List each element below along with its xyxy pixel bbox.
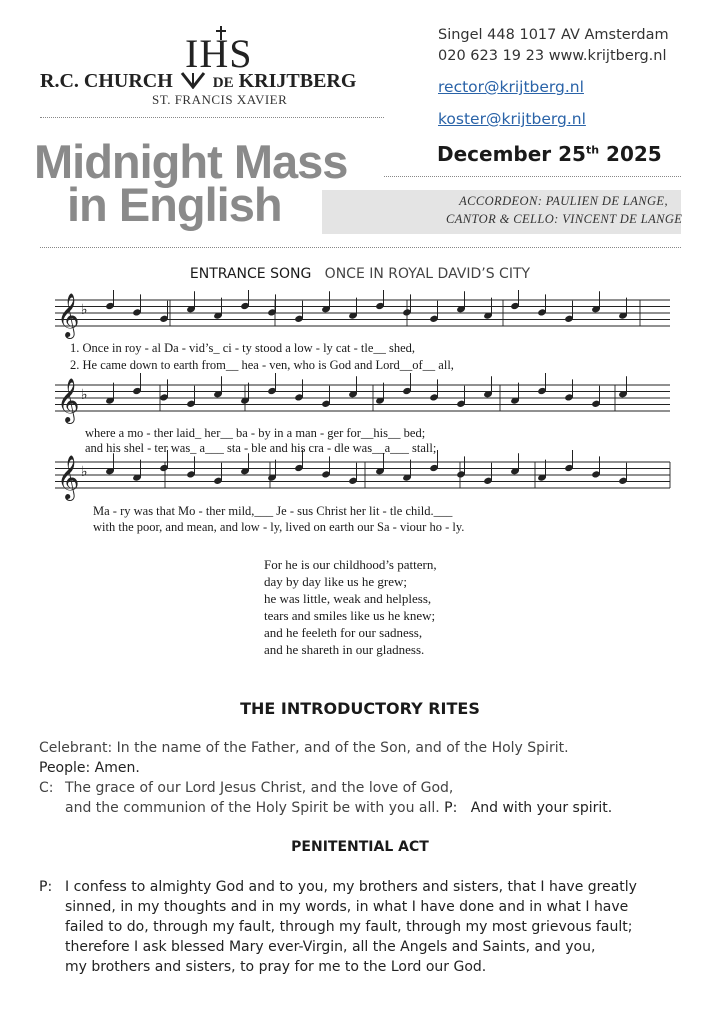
introductory-rites-heading: THE INTRODUCTORY RITES (240, 699, 480, 718)
confiteor-line: my brothers and sisters, to pray for me to the Lord our God. (65, 959, 487, 975)
musician-line-2: CANTOR & CELLO: VINCENT DE LANGE (446, 212, 683, 226)
confiteor-line: therefore I ask blessed Mary ever-Virgin, all the Angels and Saints, and you, (65, 939, 596, 955)
greeting-line-2: and the communion of the Holy Spirit be with you all. P: And with your spirit. (65, 800, 613, 816)
church-subtitle: ST. FRANCIS XAVIER (152, 92, 288, 107)
flat-icon: ♭ (81, 387, 88, 403)
lyric-line: 2. He came down to earth from__ hea - ven, who is God and Lord__of__ all, (70, 358, 454, 372)
divider (40, 247, 681, 248)
mass-date: December 25th 2025 (437, 142, 662, 166)
entrance-song-heading: ENTRANCE SONG ONCE IN ROYAL DAVID’S CITY (189, 266, 531, 282)
koster-email-link[interactable]: koster@krijtberg.nl (438, 110, 586, 128)
lyric-line: and his shel - ter was_ a___ sta - ble and his cra - dle was__a___ stall; (85, 441, 437, 455)
divider (40, 117, 384, 118)
flat-icon: ♭ (81, 464, 88, 480)
penitential-act-heading: PENITENTIAL ACT (291, 839, 429, 855)
confiteor-line: I confess to almighty God and to you, my brothers and sisters, that I have greatly (65, 879, 637, 895)
lyric-line: 1. Once in roy - al Da - vid’s_ ci - ty stood a low - ly cat - tle__ shed, (70, 341, 416, 355)
rector-email-link[interactable]: rector@krijtberg.nl (438, 78, 584, 96)
title-line-2: in English (67, 178, 282, 231)
greeting-line-1: The grace of our Lord Jesus Christ, and the love of God, (65, 780, 454, 796)
verse-stanza: For he is our childhood’s pattern, day by day like us he grew; he was little, weak and helpless, tears and smiles like us he knew; and he feeleth for our sadness, and he shareth in our gladness. (264, 557, 437, 657)
confiteor-line: failed to do, through my fault, through my fault, through my most grievous fault; (65, 919, 633, 935)
lyric-line: Ma - ry was that Mo - ther mild,___ Je - sus Christ her lit - tle child.___ (93, 504, 453, 518)
c-label: C: (39, 780, 54, 796)
p-label: P: (39, 879, 53, 895)
lyric-line: where a mo - ther laid_ her__ ba - by in a man - ger for__his__ bed; (85, 426, 426, 440)
title-line-1: Midnight Mass (34, 135, 348, 188)
phone-web-line: 020 623 19 23 www.krijtberg.nl (438, 48, 667, 64)
lyric-line: with the poor, and mean, and low - ly, lived on earth our Sa - viour ho - ly. (93, 520, 465, 534)
cross-icon (196, 26, 246, 46)
nails-icon (178, 71, 208, 89)
flat-icon: ♭ (81, 302, 88, 318)
musician-line-1: ACCORDEON: PAULIEN DE LANGE, (459, 194, 668, 208)
confiteor-line: sinned, in my thoughts and in my words, in what I have done and in what I have (65, 899, 629, 915)
people-response: People: Amen. (39, 760, 140, 776)
address-line: Singel 448 1017 AV Amsterdam (438, 27, 669, 43)
treble-clef-icon: 𝄞 (57, 378, 80, 422)
celebrant-line: Celebrant: In the name of the Father, and of the Son, and of the Holy Spirit. (39, 740, 569, 756)
treble-clef-icon: 𝄞 (57, 293, 80, 337)
divider (384, 176, 681, 177)
church-name: R.C. CHURCH DE KRIJTBERG (40, 70, 357, 92)
monogram-text: IHS (185, 31, 253, 76)
treble-clef-icon: 𝄞 (57, 455, 80, 499)
sheet-music-score (55, 290, 675, 530)
